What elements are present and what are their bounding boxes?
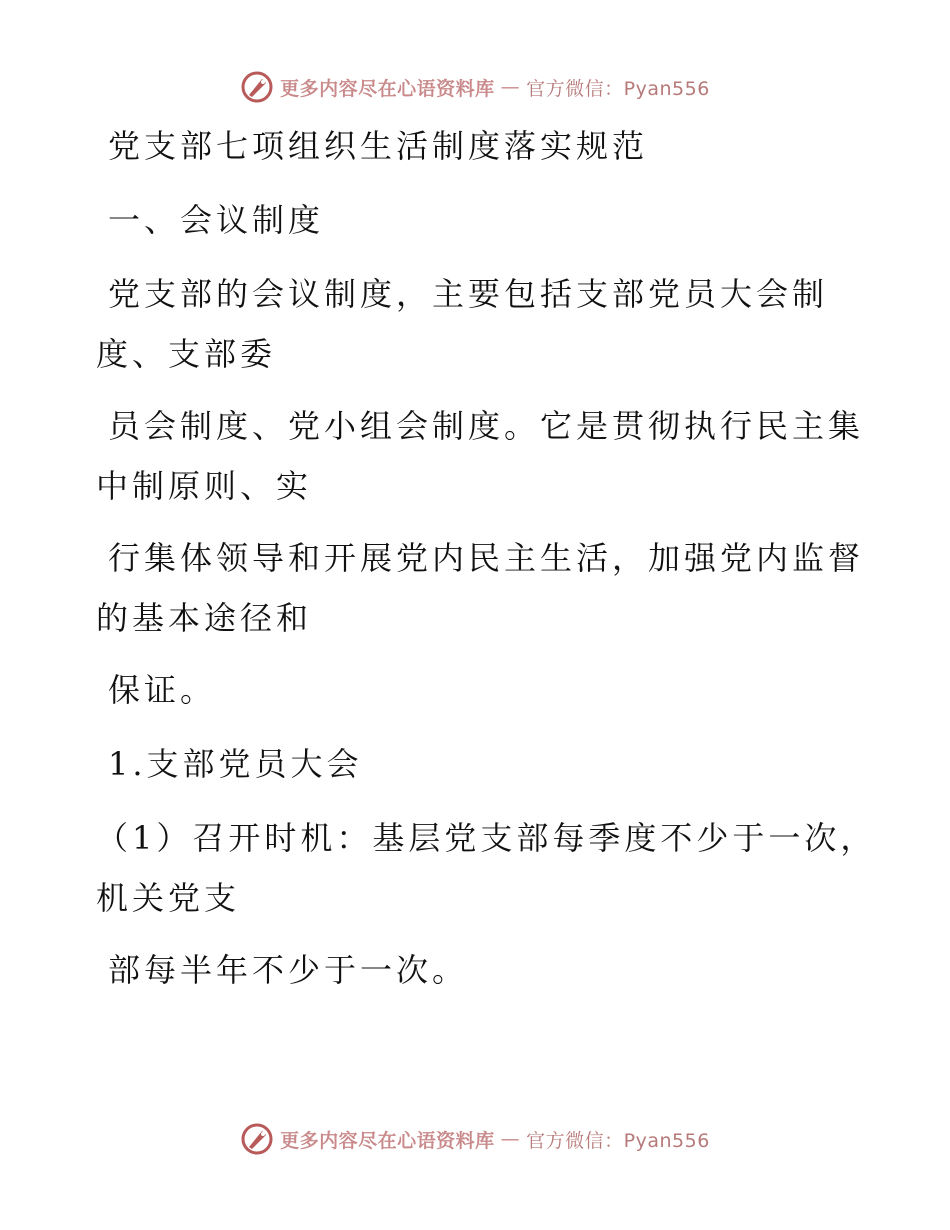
- watermark-wechat: 官方微信：Pyan556: [526, 1129, 710, 1152]
- section-heading: 一、会议制度: [108, 201, 325, 239]
- paragraph-line: 行集体领导和开展党内民主生活，加强党内监督: [108, 539, 865, 577]
- header-watermark: [0, 70, 950, 104]
- paragraph-line: 部每半年不少于一次。: [108, 951, 469, 989]
- paragraph-line: （1）召开时机：基层党支部每季度不少于一次，: [96, 819, 877, 857]
- watermark-separator: —: [500, 1128, 521, 1150]
- document-title: 党支部七项组织生活制度落实规范: [108, 127, 649, 165]
- watermark-text: 更多内容尽在心语资料库: [280, 77, 495, 100]
- item-heading: 1.支部党员大会: [108, 745, 363, 783]
- paragraph-line: 党支部的会议制度，主要包括支部党员大会制: [108, 275, 829, 313]
- paragraph-line: 保证。: [108, 671, 217, 709]
- pen-nib-logo-icon: [240, 70, 274, 104]
- watermark-text: 更多内容尽在心语资料库: [280, 1129, 495, 1152]
- paragraph-line: 机关党支: [96, 879, 241, 917]
- paragraph-line: 员会制度、党小组会制度。它是贯彻执行民主集: [108, 407, 865, 445]
- watermark-separator: —: [500, 76, 521, 98]
- pen-nib-logo-icon: [240, 1122, 274, 1156]
- footer-watermark: [0, 1122, 950, 1156]
- watermark-wechat: 官方微信：Pyan556: [526, 77, 710, 100]
- paragraph-line: 中制原则、实: [96, 467, 313, 505]
- paragraph-line: 度、支部委: [96, 335, 277, 373]
- paragraph-line: 的基本途径和: [96, 599, 313, 637]
